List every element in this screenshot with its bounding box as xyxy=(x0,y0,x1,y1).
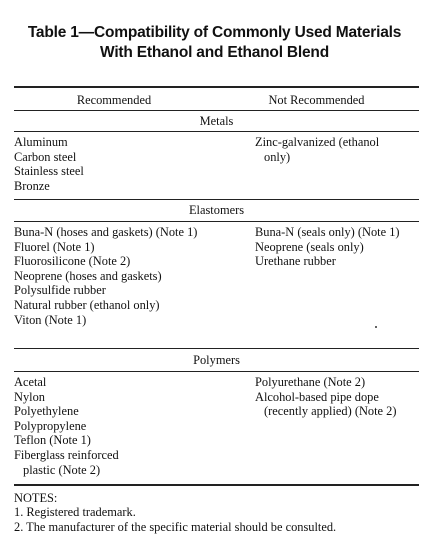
list-item: Stainless steel xyxy=(14,164,84,179)
list-item: Fluorosilicone (Note 2) xyxy=(14,254,131,269)
list-item: Polyurethane (Note 2) xyxy=(255,375,366,389)
list-item: Polyethylene xyxy=(14,404,79,419)
note-item: 2. The manufacturer of the specific material should be consulted. xyxy=(14,519,337,534)
section-heading-metals: Metals xyxy=(199,114,234,128)
list-item: Acetal xyxy=(14,375,47,389)
polymers-top-rule xyxy=(14,348,419,349)
polymers-not-recommended-list xyxy=(255,375,415,419)
list-item: Zinc-galvanized (ethanol only) xyxy=(255,135,380,164)
polymers-recommended-list xyxy=(14,375,144,477)
list-item: Carbon steel xyxy=(14,149,77,164)
list-item: Polysulfide rubber xyxy=(14,283,106,298)
note-item: 1. Registered trademark. xyxy=(14,505,136,519)
elastomers-not-recommended-list xyxy=(255,225,420,269)
bottom-rule xyxy=(14,484,419,486)
metals-not-recommended-list xyxy=(255,135,405,164)
stray-mark xyxy=(375,326,377,328)
list-item: Fluorel (Note 1) xyxy=(14,239,95,254)
list-item: Urethane rubber xyxy=(255,254,336,269)
list-item: Alcohol-based pipe dope (recently applied) (Note 2) xyxy=(255,389,397,419)
top-rule xyxy=(14,86,419,88)
list-item: Nylon xyxy=(14,389,45,404)
list-item: Viton (Note 1) xyxy=(14,312,87,327)
table-title-line-1: Table 1—Compatibility of Commonly Used Materials xyxy=(27,24,402,41)
list-item: Fiberglass reinforced plastic (Note 2) xyxy=(14,447,119,477)
list-item: Natural rubber (ethanol only) xyxy=(14,297,160,312)
column-header-not-recommended: Not Recommended xyxy=(268,93,365,107)
list-item: Buna-N (seals only) (Note 1) xyxy=(255,225,400,239)
metals-rule xyxy=(14,131,419,132)
polymers-rule xyxy=(14,371,419,372)
list-item: Aluminum xyxy=(14,135,68,149)
notes-heading: NOTES: xyxy=(14,491,58,505)
notes-list xyxy=(14,505,414,534)
section-heading-polymers: Polymers xyxy=(193,353,240,367)
elastomers-rule xyxy=(14,221,419,222)
metals-recommended-list xyxy=(14,135,214,193)
table-title-line-2: With Ethanol and Ethanol Blend xyxy=(100,44,329,61)
header-rule xyxy=(14,110,419,111)
elastomers-recommended-list xyxy=(14,225,199,327)
list-item: Neoprene (hoses and gaskets) xyxy=(14,268,162,283)
list-item: Buna-N (hoses and gaskets) (Note 1) xyxy=(14,225,198,239)
list-item: Teflon (Note 1) xyxy=(14,433,91,448)
elastomers-top-rule xyxy=(14,199,419,200)
list-item: Polypropylene xyxy=(14,418,87,433)
column-header-recommended: Recommended xyxy=(76,93,152,107)
section-heading-elastomers: Elastomers xyxy=(188,203,245,217)
list-item: Bronze xyxy=(14,178,50,193)
list-item: Neoprene (seals only) xyxy=(255,239,364,254)
